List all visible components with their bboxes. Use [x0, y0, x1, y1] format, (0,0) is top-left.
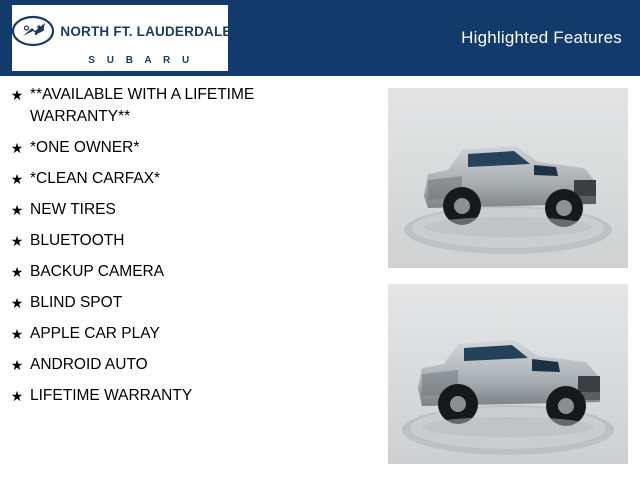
subaru-star-logo-icon: [12, 10, 54, 52]
list-item: [0, 230, 372, 252]
dealer-subtext: S U B A R U: [88, 55, 194, 66]
feature-label: BLIND SPOT: [30, 294, 123, 311]
feature-label: APPLE CAR PLAY: [30, 325, 160, 342]
list-item: [0, 137, 372, 159]
star-icon: ★: [10, 388, 24, 404]
star-icon: ★: [10, 202, 24, 218]
feature-label: ANDROID AUTO: [30, 356, 148, 373]
feature-label: *ONE OWNER*: [30, 139, 140, 156]
highlighted-features-list: [0, 84, 372, 416]
logo-row: [13, 10, 232, 52]
list-item: [0, 168, 372, 190]
list-item: [0, 261, 372, 283]
dealer-logo: [12, 5, 232, 71]
header-bar: [0, 0, 640, 76]
feature-label: BLUETOOTH: [30, 232, 125, 249]
list-item: [0, 84, 372, 128]
star-icon: ★: [10, 264, 24, 280]
page-title: Highlighted Features: [461, 28, 622, 47]
star-icon: ★: [10, 233, 24, 249]
feature-label: LIFETIME WARRANTY: [30, 387, 193, 404]
star-icon: ★: [10, 357, 24, 373]
list-item: [0, 292, 372, 314]
list-item: [0, 199, 372, 221]
star-icon: ★: [10, 295, 24, 311]
star-icon: ★: [10, 87, 24, 103]
list-item: [0, 385, 372, 407]
vehicle-photo-side-three-quarter: [388, 284, 628, 464]
list-item: [0, 354, 372, 376]
star-icon: ★: [10, 140, 24, 156]
star-icon: ★: [10, 326, 24, 342]
feature-label: NEW TIRES: [30, 201, 116, 218]
list-item: [0, 323, 372, 345]
feature-label: **AVAILABLE WITH A LIFETIME WARRANTY**: [30, 86, 255, 125]
feature-label: BACKUP CAMERA: [30, 263, 165, 280]
star-icon: ★: [10, 171, 24, 187]
dealer-name: NORTH FT. LAUDERDALE: [60, 23, 232, 39]
feature-label: *CLEAN CARFAX*: [30, 170, 161, 187]
vehicle-photo-front-three-quarter: [388, 88, 628, 268]
